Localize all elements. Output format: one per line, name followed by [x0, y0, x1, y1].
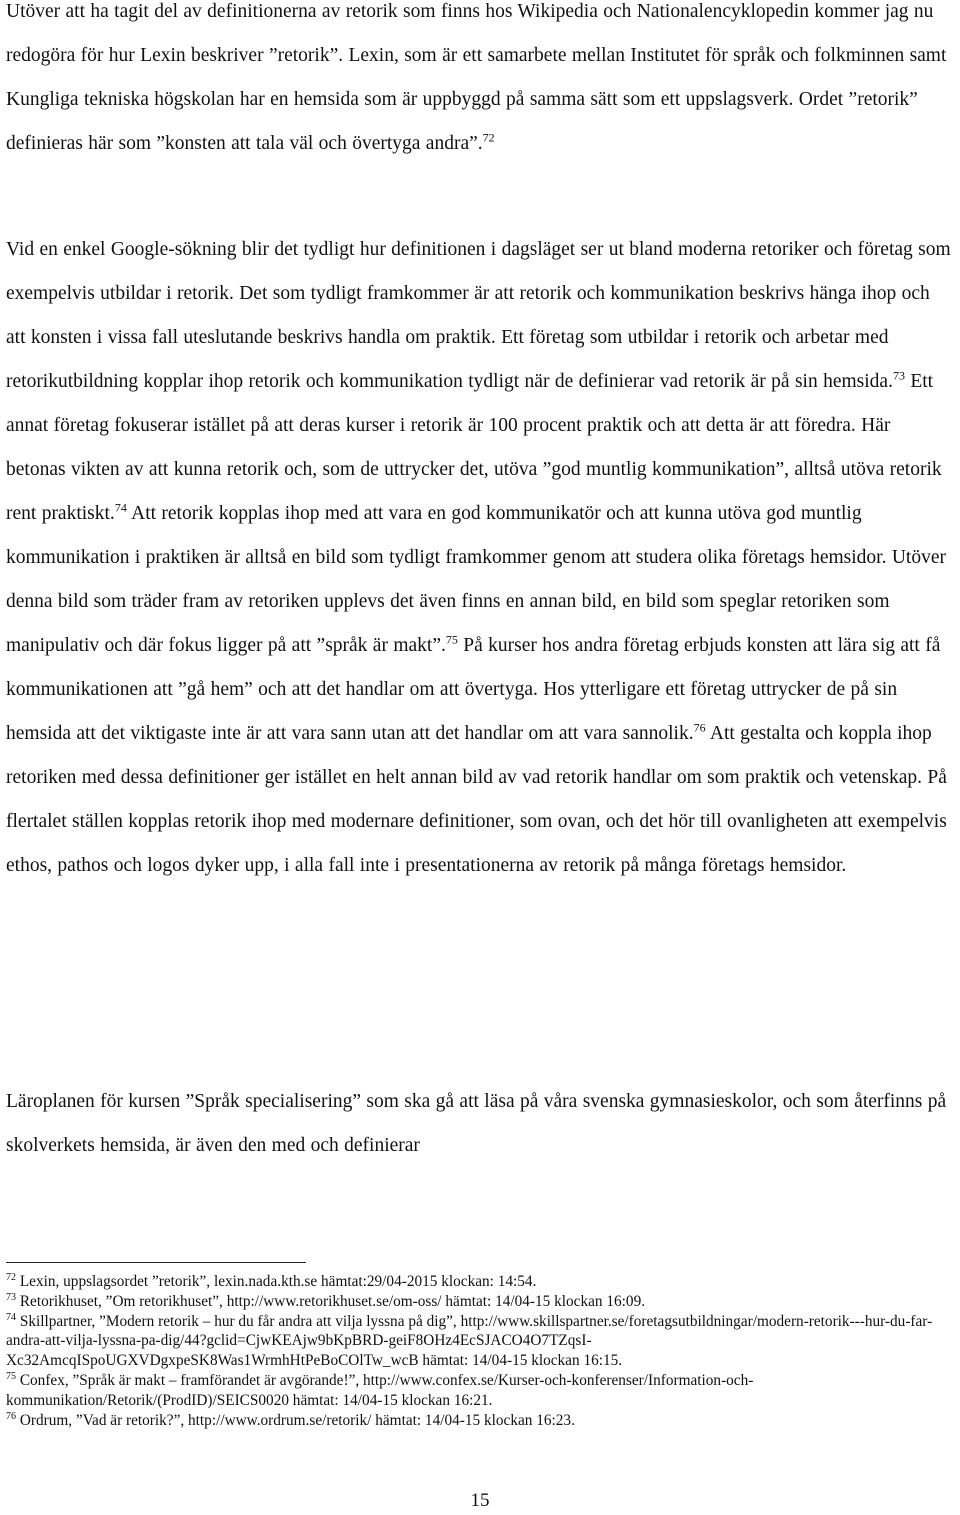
paragraph-text: Ett annat företag fokuserar istället på att deras kurser i retorik är 100 procent praktik och att detta är att föredra. Här betonas vikten av att kunna retorik och, som de uttrycker det, utöva ”god muntlig kommunikation”, alltså utöva retorik rent praktiskt.: [6, 371, 942, 524]
paragraph-text: Att retorik kopplas ihop med att vara en god kommunikatör och att kunna utöva god muntlig kommunikation i praktiken är alltså en bild som tydligt framkommer genom att studera olika företags hemsidor. Utöver denna bild som träder fram av retoriken upplevs det även finns en annan bild, en bild som speglar retoriken som manipulativ och där fokus ligger på att ”språk är makt”.: [6, 503, 947, 656]
footnote-text: Ordrum, ”Vad är retorik?”, http://www.ordrum.se/retorik/ hämtat: 14/04-15 klockan 16:23.: [19, 1411, 575, 1429]
document-page: [6, 0, 954, 1515]
footnote-text: Confex, ”Språk är makt – framförandet är avgörande!”, http://www.confex.se/Kurser-och-konferenser/Information-och-kommunikation/Retorik/(ProdID)/SEICS0020 hämtat: 14/04-15 klockan 16:21.: [6, 1371, 754, 1409]
page-number: 15: [470, 1490, 490, 1511]
footnote-number: 76: [6, 1410, 16, 1422]
paragraph-laroplan: [6, 1080, 952, 1168]
footnote-ref-72[interactable]: 72: [482, 130, 495, 145]
footnote-72: [6, 1272, 952, 1292]
footnote-75: [6, 1371, 952, 1411]
footnote-ref-76[interactable]: 76: [693, 720, 706, 735]
footnote-ref-73[interactable]: 73: [892, 368, 905, 383]
footnote-separator: [6, 1262, 306, 1263]
paragraph-lexin-definition: [6, 0, 952, 166]
footnote-number: 73: [6, 1291, 16, 1303]
footnote-74: [6, 1312, 952, 1371]
paragraph-text: Vid en enkel Google-sökning blir det tydligt hur definitionen i dagsläget ser ut bland moderna retoriker och företag som exempelvis utbildar i retorik. Det som tydligt framkommer är att retorik och kommunikation beskrivs hänga ihop och att konsten i vissa fall uteslutande beskrivs handla om praktik. Ett företag som utbildar i retorik och arbetar med retorikutbildning kopplar ihop retorik och kommunikation tydligt när de definierar vad retorik är på sin hemsida.: [6, 239, 951, 392]
footnote-73: [6, 1292, 952, 1312]
footnote-76: [6, 1411, 952, 1431]
footnote-text: Lexin, uppslagsordet ”retorik”, lexin.nada.kth.se hämtat:29/04-2015 klockan: 14:54.: [19, 1273, 537, 1290]
footnote-number: 74: [6, 1311, 16, 1323]
footnote-text: Skillpartner, ”Modern retorik – hur du får andra att vilja lyssna på dig”, http://www.skillspartner.se/foretagsutbildningar/modern-retorik---hur-du-far-andra-att-vilja-lyssna-pa-dig/44?gclid=CjwKEAjw9bKpBRD-geiF8OHz4EcSJACO4O7TZqsI-Xc32AmcqISpoUGXVDgxpeSK8Was1WrmhHtPeBoCOlTw_wcB hämtat: 14/04-15 klockan 16:15.: [6, 1312, 933, 1370]
paragraph-google-search: [6, 228, 952, 888]
footnote-ref-74[interactable]: 74: [114, 500, 127, 515]
footnote-number: 75: [6, 1370, 16, 1382]
footnotes: [6, 1272, 952, 1430]
footnote-number: 72: [6, 1271, 16, 1283]
paragraph-text: Att gestalta och koppla ihop retoriken med dessa definitioner ger istället en helt annan bild av vad retorik handlar om som praktik och vetenskap. På flertalet ställen kopplas retorik ihop med modernare definitioner, som ovan, och det hör till ovanligheten att exempelvis ethos, pathos och logos dyker upp, i alla fall inte i presentationerna av retorik på många företags hemsidor.: [6, 723, 947, 876]
paragraph-text: Läroplanen för kursen ”Språk specialisering” som ska gå att läsa på våra svenska gymnasieskolor, och som återfinns på skolverkets hemsida, är även den med och definierar: [6, 1091, 947, 1156]
paragraph-text: Utöver att ha tagit del av definitionerna av retorik som finns hos Wikipedia och Nationalencyklopedin kommer jag nu redogöra för hur Lexin beskriver ”retorik”. Lexin, som är ett samarbete mellan Institutet för språk och folkminnen samt Kungliga tekniska högskolan har en hemsida som är uppbyggd på samma sätt som ett uppslagsverk. Ordet ”retorik” definieras här som ”konsten att tala väl och övertyga andra”.: [6, 1, 947, 154]
paragraph-text: På kurser hos andra företag erbjuds konsten att lära sig att få kommunikationen att ”gå hem” och att det handlar om att övertyga. Hos ytterligare ett företag uttrycker de på sin hemsida att det viktigaste inte är att vara sann utan att det handlar om att vara sannolik.: [6, 635, 941, 744]
footnote-ref-75[interactable]: 75: [445, 632, 458, 647]
footnote-text: Retorikhuset, ”Om retorikhuset”, http://www.retorikhuset.se/om-oss/ hämtat: 14/04-15 klockan 16:09.: [19, 1292, 646, 1310]
